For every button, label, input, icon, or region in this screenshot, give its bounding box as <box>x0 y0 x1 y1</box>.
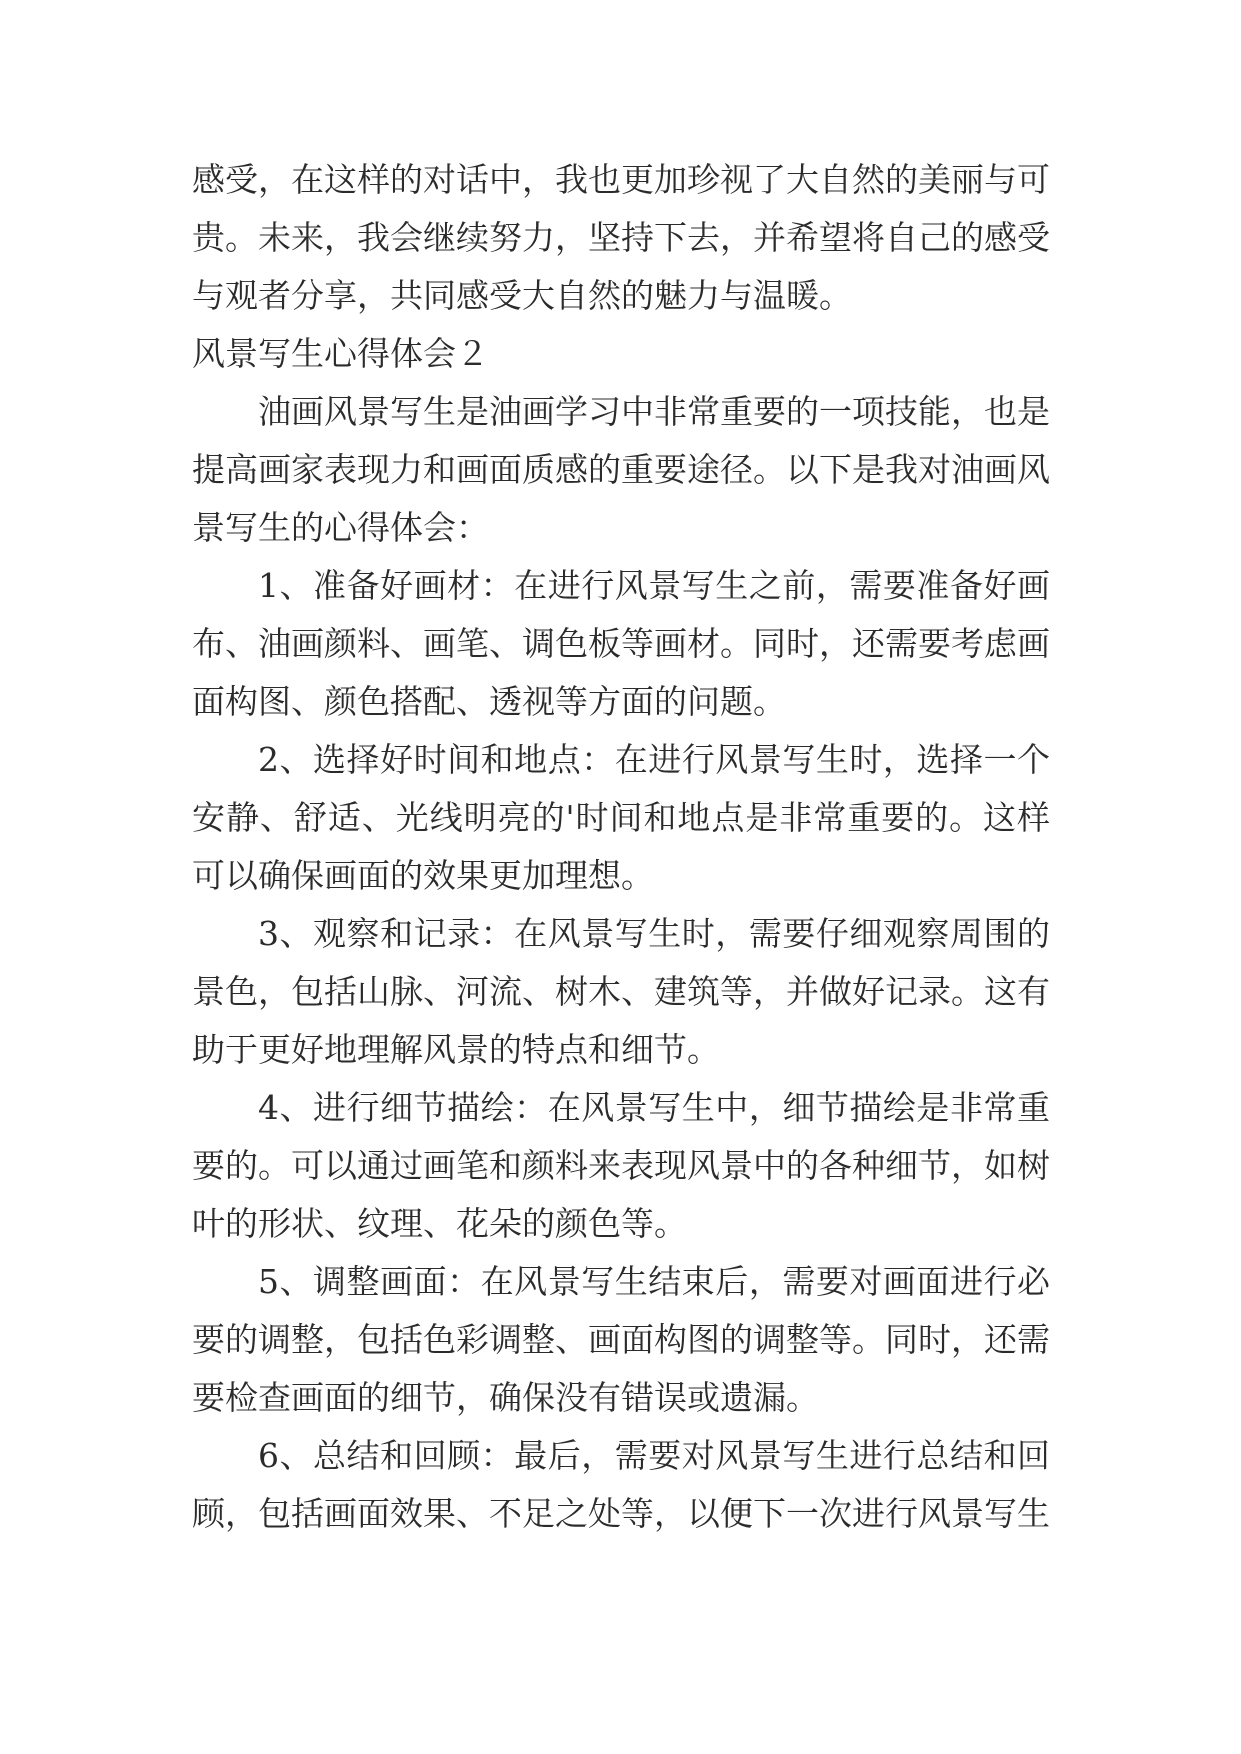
continuation-paragraph: 感受，在这样的对话中，我也更加珍视了大自然的美丽与可贵。未来，我会继续努力，坚持下去，并希望将自己的感受与观者分享，共同感受大自然的魅力与温暖。 <box>192 160 1050 315</box>
list-item-5: 5、调整画面：在风景写生结束后，需要对画面进行必要的调整，包括色彩调整、画面构图的调整等。同时，还需要检查画面的细节，确保没有错误或遗漏。 <box>192 1262 1050 1417</box>
list-item-6: 6、总结和回顾：最后，需要对风景写生进行总结和回顾，包括画面效果、不足之处等，以便下一次进行风景写生 <box>192 1436 1050 1533</box>
list-item-4: 4、进行细节描绘：在风景写生中，细节描绘是非常重要的。可以通过画笔和颜料来表现风景中的各种细节，如树叶的形状、纹理、花朵的颜色等。 <box>192 1088 1050 1243</box>
list-item-2: 2、选择好时间和地点：在进行风景写生时，选择一个安静、舒适、光线明亮的'时间和地点是非常重要的。这样可以确保画面的效果更加理想。 <box>192 740 1050 895</box>
list-item-3: 3、观察和记录：在风景写生时，需要仔细观察周围的景色，包括山脉、河流、树木、建筑等，并做好记录。这有助于更好地理解风景的特点和细节。 <box>192 914 1050 1069</box>
document-body <box>192 151 1050 1543</box>
section-title: 风景写生心得体会２ <box>192 334 489 373</box>
intro-paragraph: 油画风景写生是油画学习中非常重要的一项技能，也是提高画家表现力和画面质感的重要途径。以下是我对油画风景写生的心得体会： <box>192 392 1050 547</box>
list-item-1: 1、准备好画材：在进行风景写生之前，需要准备好画布、油画颜料、画笔、调色板等画材。同时，还需要考虑画面构图、颜色搭配、透视等方面的问题。 <box>192 566 1050 721</box>
